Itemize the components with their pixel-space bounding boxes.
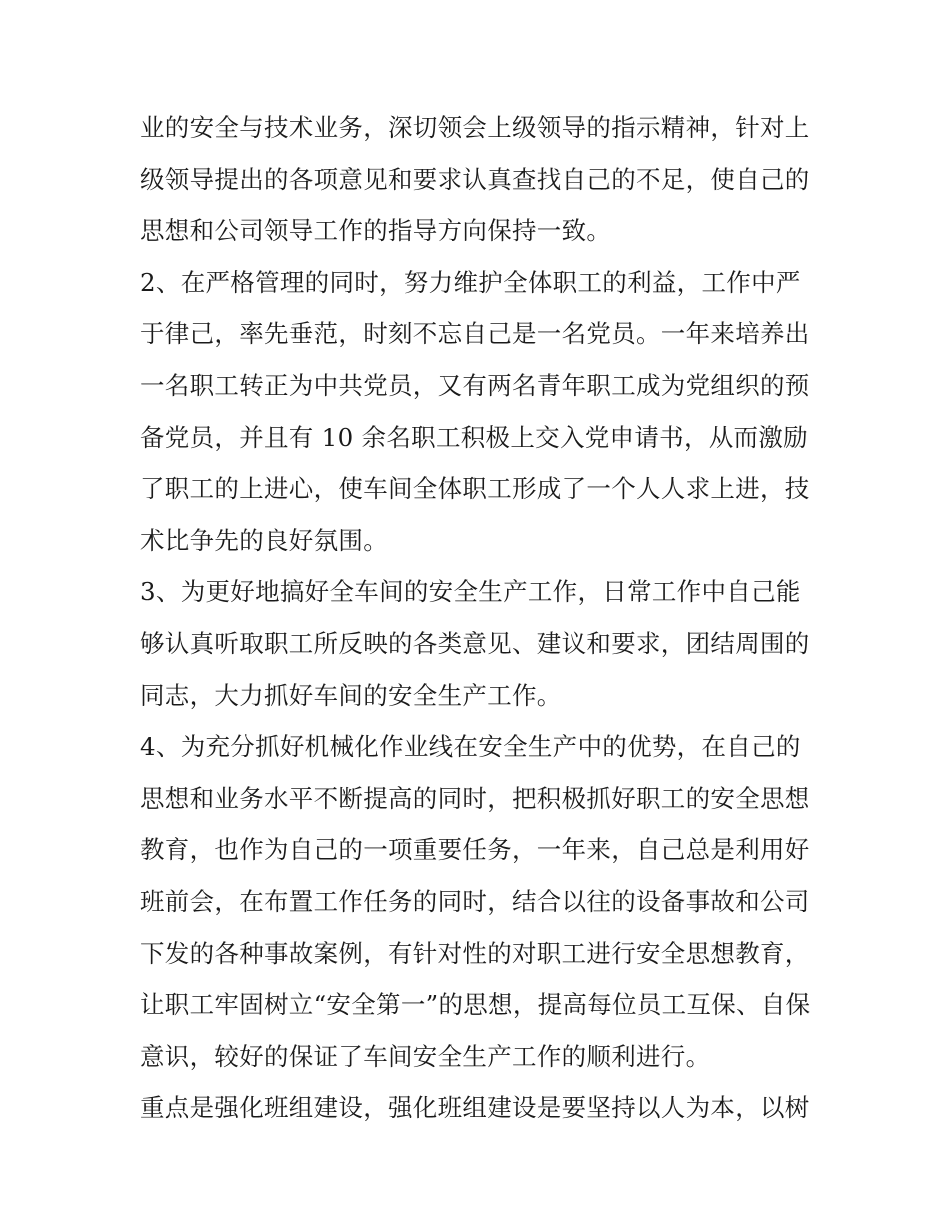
text-line: 3、为更好地搞好全车间的安全生产工作，日常工作中自己能 (140, 577, 801, 607)
text-line: 教育，也作为自己的一项重要任务，一年来，自己总是利用好 (140, 835, 810, 865)
text-line: 班前会，在布置工作任务的同时，结合以往的设备事故和公司 (140, 886, 810, 916)
text-line: 一名职工转正为中共党员，又有两名青年职工成为党组织的预 (140, 370, 810, 400)
text-line: 业的安全与技术业务，深切领会上级领导的指示精神，针对上 (140, 113, 810, 142)
text-line: 4、为充分抓好机械化作业线在安全生产中的优势，在自己的 (140, 732, 801, 762)
text-line: 术比争先的良好氛围。 (140, 525, 388, 555)
text-line: 级领导提出的各项意见和要求认真查找自己的不足，使自己的 (140, 164, 810, 194)
text-line: 重点是强化班组建设，强化班组建设是要坚持以人为本，以树 (140, 1093, 810, 1123)
text-line: 备党员，并且有 10 余名职工积极上交入党申请书，从而激励 (140, 422, 808, 452)
text-line: 让职工牢固树立“安全第一”的思想，提高每位员工互保、自保 (140, 990, 811, 1020)
text-line: 思想和公司领导工作的指导方向保持一致。 (140, 216, 612, 246)
text-line: 于律己，率先垂范，时刻不忘自己是一名党员。一年来培养出 (140, 319, 810, 349)
text-line: 意识，较好的保证了车间安全生产工作的顺利进行。 (140, 1041, 711, 1071)
text-line: 了职工的上进心，使车间全体职工形成了一个人人求上进，技 (140, 474, 810, 504)
text-line: 够认真听取职工所反映的各类意见、建议和要求，团结周围的 (140, 628, 810, 658)
text-line: 2、在严格管理的同时，努力维护全体职工的利益，工作中严 (140, 267, 801, 297)
text-line: 思想和业务水平不断提高的同时，把积极抓好职工的安全思想 (140, 783, 810, 813)
document-body (140, 102, 820, 1134)
text-line: 同志，大力抓好车间的安全生产工作。 (140, 680, 562, 710)
text-line: 下发的各种事故案例，有针对性的对职工进行安全思想教育， (140, 938, 810, 968)
